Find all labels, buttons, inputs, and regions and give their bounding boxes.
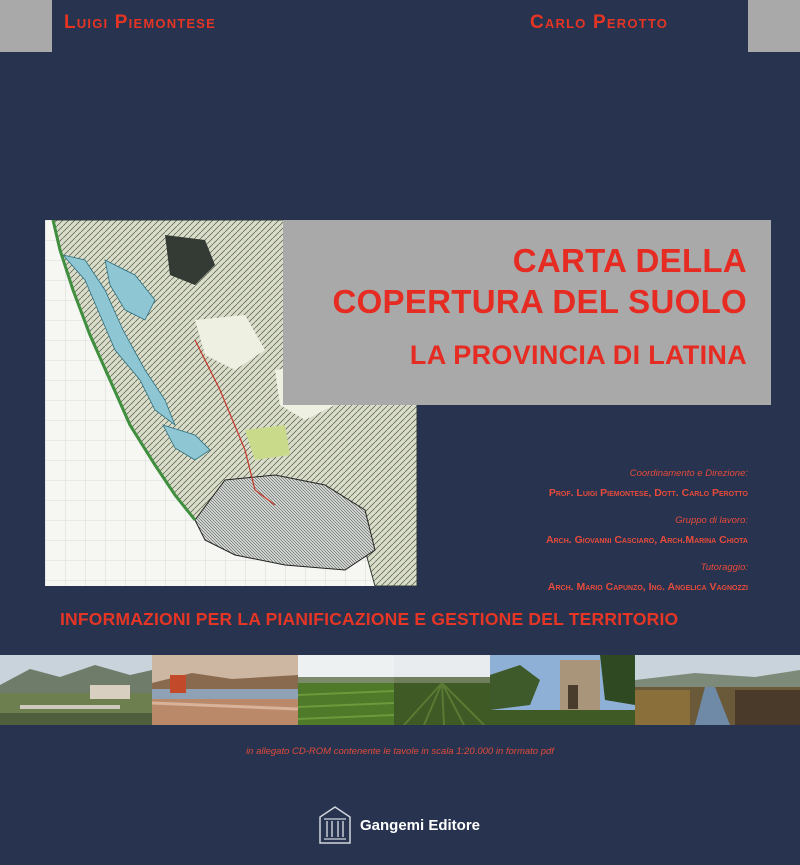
author-left: Luigi Piemontese [64, 12, 217, 33]
coordination-names: Prof. Luigi Piemontese, Dott. Carlo Perotto [548, 487, 748, 499]
top-left-gray-block [0, 0, 52, 52]
cd-rom-note: in allegato CD-ROM contenente le tavole in scala 1:20.000 in formato pdf [246, 746, 554, 757]
crop-field-photo [298, 655, 394, 725]
workgroup-names: Arch. Giovanni Casciaro, Arch.Marina Chiota [546, 534, 748, 546]
publisher [318, 805, 480, 845]
canal-field-photo [635, 655, 800, 725]
hills-village-photo [0, 655, 152, 725]
credits-block [348, 468, 748, 598]
beach-sunset-photo [152, 655, 298, 725]
plowed-field-photo [394, 655, 490, 725]
stone-tower-ruin-photo [490, 655, 635, 725]
tutoring-label: Tutoraggio: [700, 562, 748, 573]
title-line-2: COPERTURA DEL SUOLO [332, 283, 747, 320]
temple-logo-icon [318, 805, 352, 845]
cover-subtitle: INFORMAZIONI PER LA PIANIFICAZIONE E GESTIONE DEL TERRITORIO [60, 609, 679, 629]
author-right: Carlo Perotto [530, 12, 669, 33]
tutoring-names: Arch. Mario Capunzo, Ing. Angelica Vagnozzi [547, 581, 748, 593]
title-line-3: LA PROVINCIA DI LATINA [409, 340, 747, 370]
coordination-label: Coordinamento e Direzione: [629, 468, 748, 479]
top-right-gray-block [748, 0, 800, 52]
title-panel [283, 220, 771, 405]
publisher-name: Gangemi Editore [360, 816, 481, 834]
workgroup-label: Gruppo di lavoro: [675, 515, 748, 526]
title-line-1: CARTA DELLA [512, 242, 747, 279]
